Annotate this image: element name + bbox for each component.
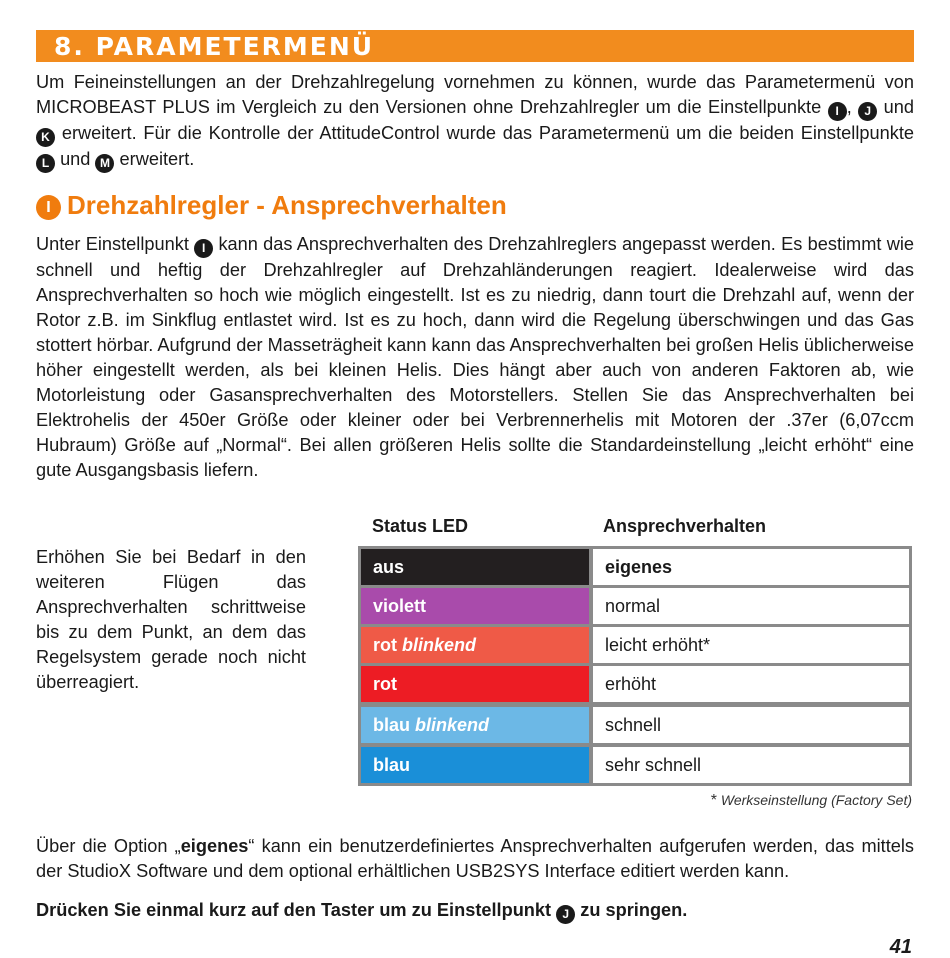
instruction-text: Drücken Sie einmal kurz auf den Taster um zu Einstellpunkt — [36, 900, 552, 920]
led-label: blau — [373, 715, 411, 735]
step-i-badge-icon: I — [828, 102, 847, 121]
response-cell: sehr schnell — [593, 747, 909, 783]
led-label: aus — [373, 557, 405, 577]
led-label-blinking: blinkend — [402, 635, 477, 655]
led-label: rot — [373, 635, 397, 655]
led-cell — [361, 747, 589, 783]
step-j-badge-icon: J — [858, 102, 877, 121]
chapter-banner — [36, 30, 914, 62]
page-number: 41 — [889, 936, 912, 958]
table-header-response: Ansprechverhalten — [603, 516, 767, 536]
section-title-text: Drehzahlregler - Ansprechverhalten — [67, 190, 507, 220]
led-cell — [361, 666, 589, 702]
intro-text: und — [883, 97, 915, 117]
step-k-badge-icon: K — [36, 128, 55, 147]
option-keyword: eigenes — [180, 836, 249, 856]
led-label: violett — [373, 596, 427, 616]
chapter-title: 8. PARAMETERMENÜ — [54, 32, 375, 61]
led-cell — [361, 549, 589, 585]
table-footnote — [711, 792, 912, 810]
option-text: Über die Option „ — [36, 836, 181, 856]
body-paragraph — [36, 232, 914, 483]
footnote-mark: * — [710, 792, 717, 809]
response-cell: eigenes — [593, 549, 909, 585]
response-cell: leicht erhöht* — [593, 627, 909, 663]
led-response-table — [358, 546, 912, 786]
body-text: kann das Ansprechverhalten des Drehzahlreglers angepasst werden. Es bestimmt wie schnell und heftig der Drehzahlregler auf Drehzahländerungen reagiert. Idealerweise wird das Ansprechverhalten so hoch wie möglich eingestellt. Ist es zu niedrig, dann tourt die Drehzahl auf, wenn der Rotor z.B. im Sinkflug entlastet wird. Ist es zu hoch, dann wird die Regelung überschwingen und das Gas stottert hörbar. Aufgrund der Masseträgheit kann kann das Ansprechverhalten bei großen Helis üblicherweise höher eingestellt werden, als bei kleinen Helis. Dies hängt aber auch von anderen Faktoren ab, wie Motorleistung oder Gasansprechverhalten des Motorstellers. Stellen Sie das Ansprechverhalten bei Elektrohelis der 450er Größe oder kleiner oder bei Verbrennerhelis mit Motoren der .37er (6,07ccm Hubraum) Größe auf „Normal“. Bei allen größeren Helis sollte die Standardeinstellung „leicht erhöht“ eine gute Ausgangsbasis liefern. — [36, 234, 914, 480]
led-cell — [361, 588, 589, 624]
footnote-text: Werkseinstellung (Factory Set) — [720, 792, 912, 808]
response-cell: normal — [593, 588, 909, 624]
response-cell: schnell — [593, 707, 909, 743]
led-label-blinking: blinkend — [415, 715, 490, 735]
led-cell — [361, 627, 589, 663]
instruction-text: zu springen. — [580, 900, 688, 920]
intro-separator: , — [846, 97, 852, 117]
section-badge-icon: I — [36, 195, 61, 220]
led-label: blau — [373, 755, 411, 775]
option-text: “ kann ein benutzerdefiniertes Ansprechverhalten aufgerufen werden, das mittels der StudioX Software und dem optional erhältlichen USB2SYS Interface editiert werden kann. — [36, 836, 914, 881]
option-paragraph — [36, 834, 914, 884]
intro-text: Um Feineinstellungen an der Drehzahlregelung vornehmen zu können, wurde das Parametermenü von MICROBEAST PLUS im Vergleich zu den Versionen ohne Drehzahlregler um die Einstellpunkte — [36, 72, 914, 117]
led-label: rot — [373, 674, 397, 694]
step-l-badge-icon: L — [36, 154, 55, 173]
intro-text: erweitert. Für die Kontrolle der AttitudeControl wurde das Parametermenü um die beiden Einstellpunkte — [61, 123, 914, 143]
step-i-badge-icon: I — [194, 239, 213, 258]
table-header-led: Status LED — [372, 516, 469, 536]
intro-paragraph — [36, 70, 914, 173]
led-cell — [361, 707, 589, 743]
response-cell: erhöht — [593, 666, 909, 702]
body-text: Unter Einstellpunkt — [36, 234, 189, 254]
intro-text: und — [60, 149, 91, 169]
section-heading — [36, 188, 507, 222]
side-note: Erhöhen Sie bei Bedarf in den weiteren Flügen das Ansprechverhalten schrittweise bis zu dem Punkt, an dem das Regelsystem gerade noch nicht überreagiert. — [36, 547, 306, 692]
intro-text: erweitert. — [119, 149, 195, 169]
step-m-badge-icon: M — [95, 154, 114, 173]
step-j-badge-icon: J — [556, 905, 575, 924]
instruction-line — [36, 898, 914, 924]
